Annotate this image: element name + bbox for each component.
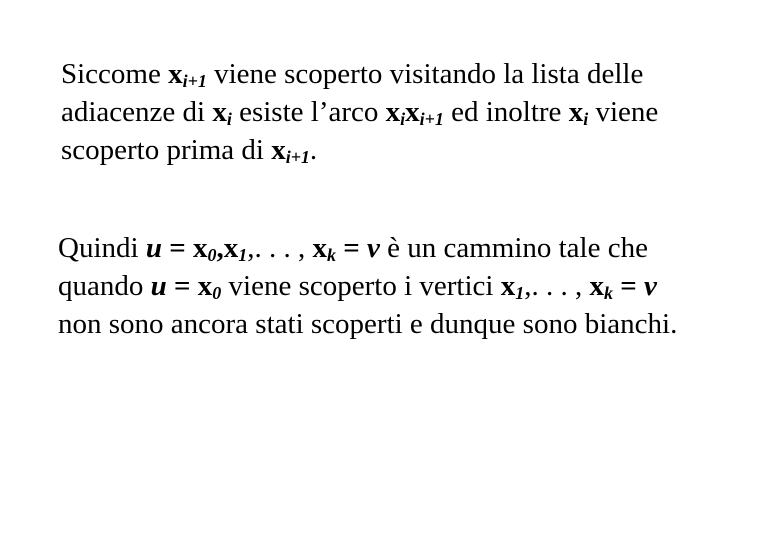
paragraph-2-line-3 — [58, 305, 677, 343]
paragraph-2-line-2 — [58, 267, 677, 305]
text: . — [309, 134, 318, 166]
var-u: u — [150, 270, 167, 302]
text: Siccome — [61, 58, 169, 90]
paragraph-1-line-2 — [61, 93, 658, 131]
text: quando — [58, 270, 151, 302]
paragraph-1-line-1 — [61, 55, 658, 93]
ellipsis: ,. . . , — [247, 232, 313, 264]
var-x: $x_i$ — [212, 96, 232, 129]
paragraph-2-line-1 — [58, 229, 677, 267]
var-x: $x_1$ — [500, 270, 525, 303]
paragraph-2 — [58, 229, 677, 343]
text: ed inoltre — [443, 96, 569, 128]
text: è un cammino tale che — [379, 232, 648, 264]
text: esiste l’arco — [231, 96, 386, 128]
equals: = — [166, 270, 198, 302]
paragraph-1-line-3 — [61, 131, 658, 169]
var-v: v — [366, 232, 380, 264]
var-x: $x_i$ — [385, 96, 406, 129]
paragraph-1 — [61, 55, 658, 169]
text: non sono ancora stati scoperti e dunque sono bianchi. — [58, 308, 678, 340]
text: viene scoperto visitando la lista delle — [206, 58, 644, 90]
comma: , — [216, 232, 224, 264]
equals: = — [161, 232, 193, 264]
var-u: u — [145, 232, 162, 264]
var-x: $x_0$ — [197, 270, 222, 303]
var-x: $x_k$ — [589, 270, 613, 303]
var-x: $x_i$ — [568, 96, 589, 129]
text: scoperto prima di — [61, 134, 272, 166]
var-x: $x_{i+1}$ — [168, 58, 207, 91]
var-v: v — [643, 270, 657, 302]
equals: = — [612, 270, 644, 302]
text: Quindi — [58, 232, 146, 264]
var-x: $x_{i+1}$ — [271, 134, 310, 167]
ellipsis: ,. . . , — [524, 270, 590, 302]
var-x: $x_{i+1}$ — [405, 96, 444, 129]
text: adiacenze di — [61, 96, 213, 128]
equals: = — [335, 232, 367, 264]
var-x: $x_1$ — [223, 232, 248, 265]
text: viene scoperto i vertici — [221, 270, 501, 302]
var-x: $x_0$ — [192, 232, 217, 265]
text: viene — [588, 96, 659, 128]
var-x: $x_k$ — [312, 232, 336, 265]
